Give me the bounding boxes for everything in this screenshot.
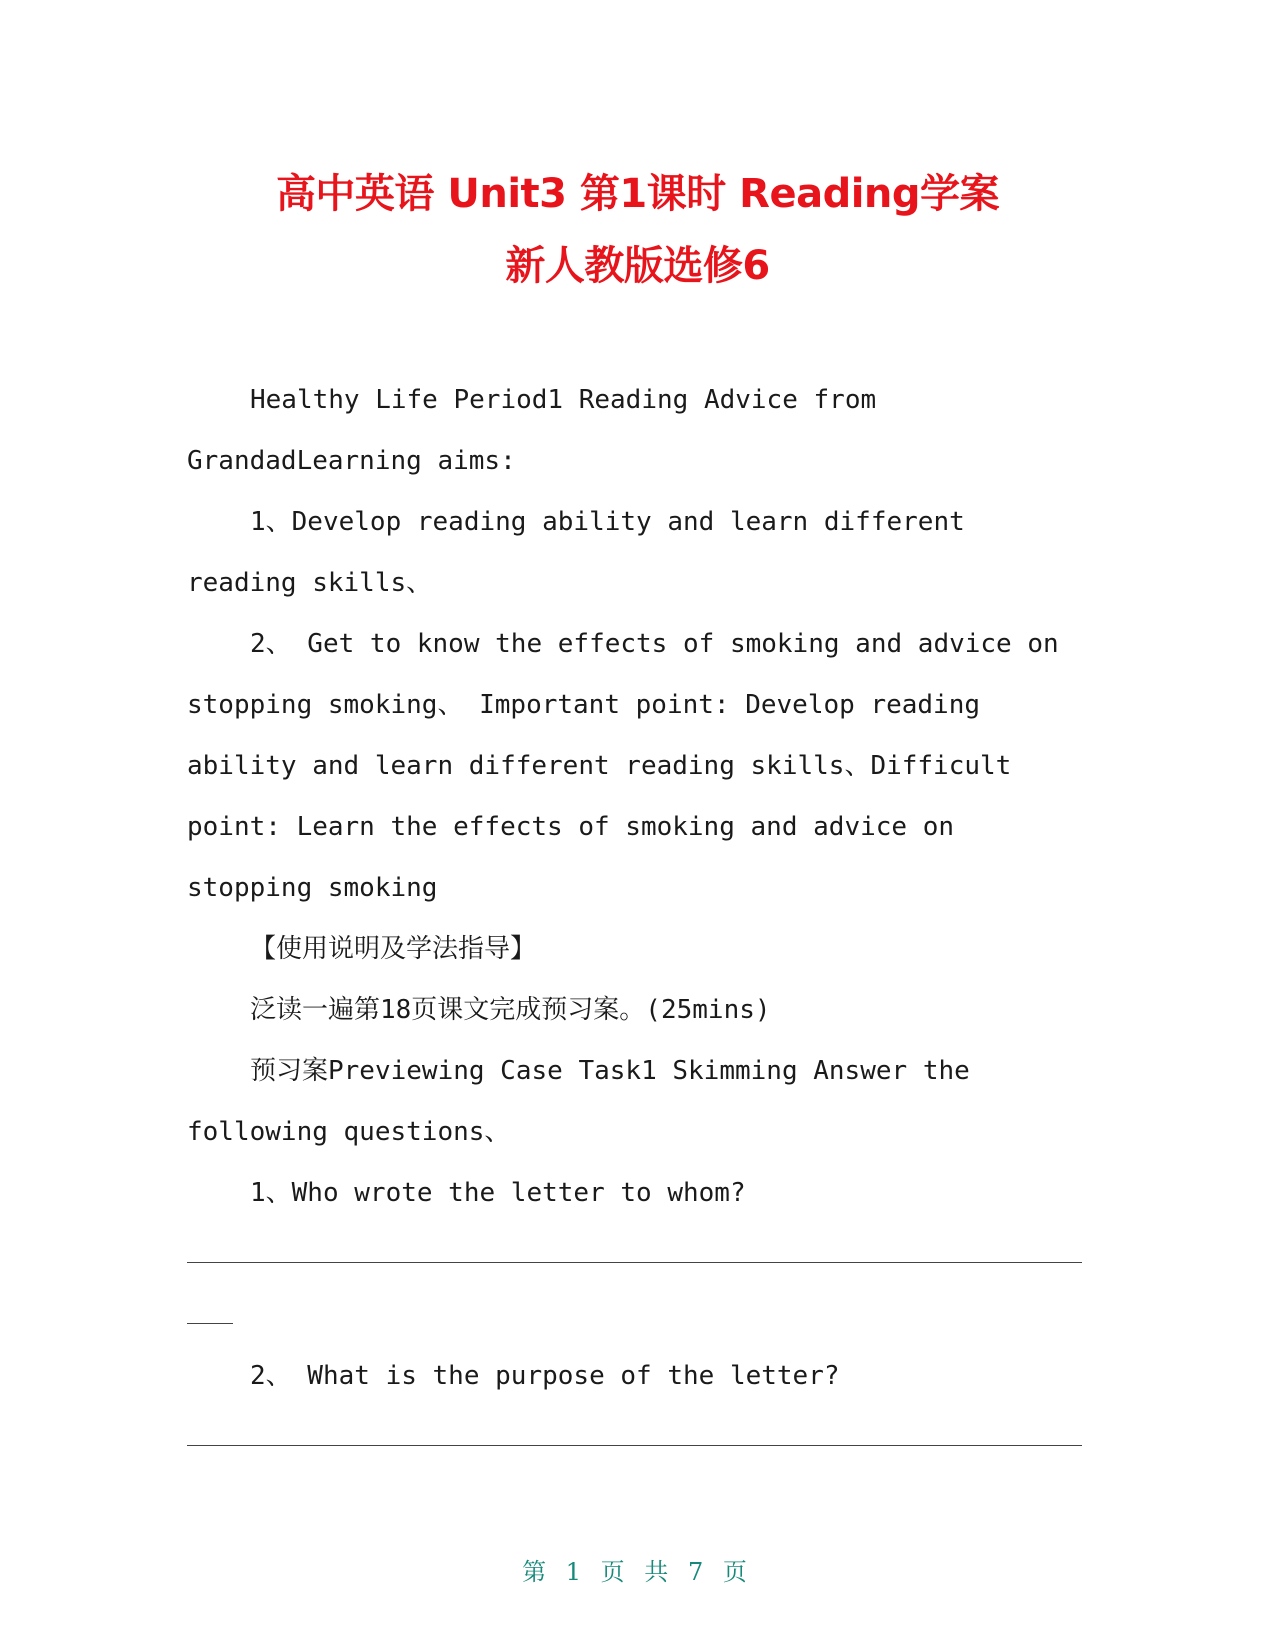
paragraph-aim-1 [187, 492, 1087, 614]
document-body [187, 370, 1087, 1468]
text-line: Healthy Life Period1 Reading Advice from [250, 385, 877, 415]
text-line: ability and learn different reading skills、Difficult [187, 751, 1012, 781]
paragraph-previewing-case [187, 1041, 1087, 1163]
question-2 [187, 1346, 1087, 1407]
paragraph-intro [187, 370, 1087, 492]
paragraph-aim-2 [187, 614, 1087, 919]
text-line: 【使用说明及学法指导】 [250, 934, 537, 964]
answer-line-1-continuation [187, 1285, 1087, 1346]
text-line: 预习案Previewing Case Task1 Skimming Answer the [250, 1056, 970, 1086]
paragraph-reading-task [187, 980, 1087, 1041]
text-line: reading skills、 [187, 568, 433, 598]
text-line: following questions、 [187, 1117, 511, 1147]
answer-line-2 [187, 1407, 1087, 1468]
text-line: GrandadLearning aims: [187, 446, 516, 476]
text-line: point: Learn the effects of smoking and advice on [187, 812, 955, 842]
text-line: 泛读一遍第18页课文完成预习案。(25mins) [250, 995, 771, 1025]
page-number-footer: 第 1 页 共 7 页 [522, 1558, 753, 1586]
text-line: 2、 Get to know the effects of smoking and advice on [250, 629, 1059, 659]
text-line: 1、Develop reading ability and learn different [250, 507, 965, 537]
text-line: stopping smoking [187, 873, 438, 903]
answer-line-1 [187, 1224, 1087, 1285]
question-1 [187, 1163, 1087, 1224]
document-title-line-1: 高中英语 Unit3 第1课时 Reading学案 [275, 171, 1000, 217]
document-title-line-2: 新人教版选修6 [505, 243, 770, 289]
text-line: 1、Who wrote the letter to whom? [250, 1178, 746, 1208]
text-line: stopping smoking、 Important point: Develop reading [187, 690, 981, 720]
paragraph-instructions-heading [187, 919, 1087, 980]
text-line: 2、 What is the purpose of the letter? [250, 1361, 840, 1391]
